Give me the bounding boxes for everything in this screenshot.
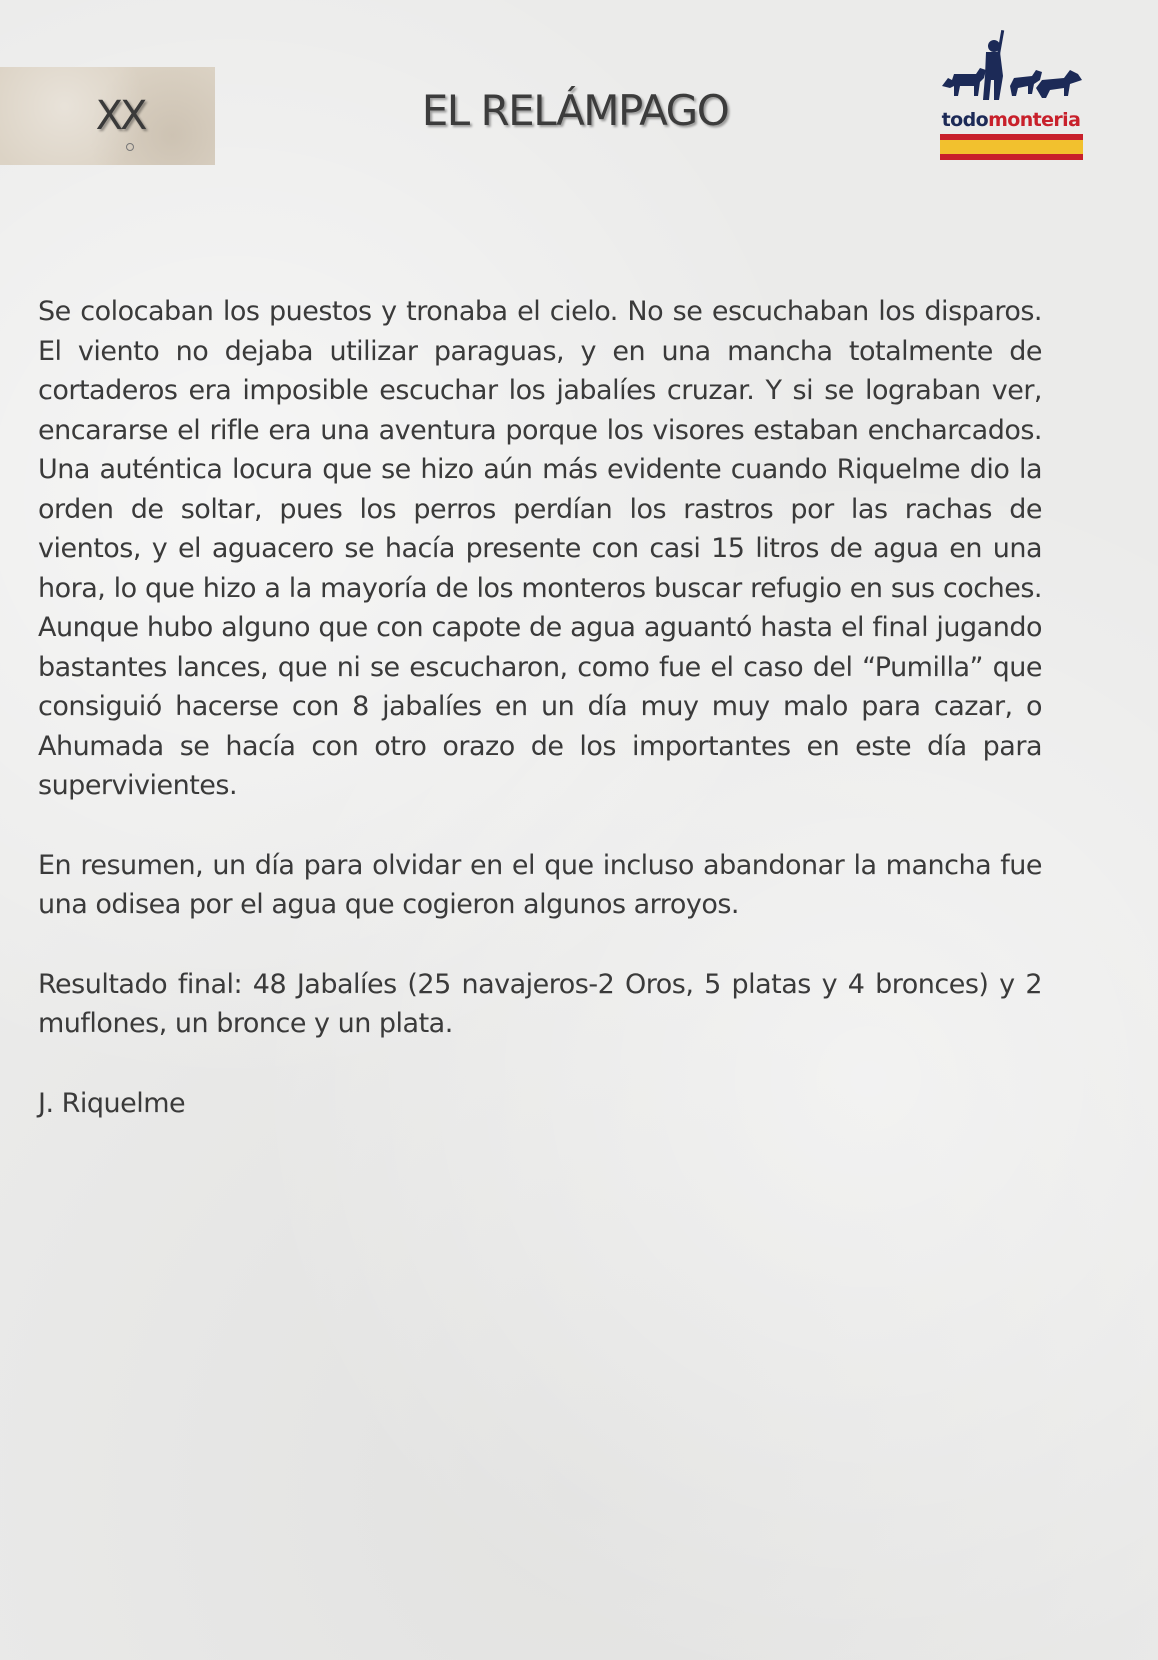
ring-mark-icon — [126, 143, 134, 151]
logo-wordmark — [936, 109, 1086, 131]
author-signature: J. Riquelme — [38, 1087, 186, 1119]
article-body — [38, 292, 1042, 1163]
logo-word-todo: todo — [941, 109, 989, 131]
todomonteria-logo — [936, 30, 1086, 162]
chapter-number: XX — [95, 93, 145, 139]
paragraph-summary: En resumen, un día para olvidar en el que incluso abandonar la mancha fue una odisea por el agua que cogieron algunos arroyos. — [38, 849, 1042, 920]
hunter-with-dogs-icon — [936, 30, 1086, 110]
spain-flag-icon — [940, 134, 1083, 160]
paragraph-result: Resultado final: 48 Jabalíes (25 navajeros-2 Oros, 5 platas y 4 bronces) y 2 muflones, un bronce y un plata. — [38, 968, 1042, 1039]
chapter-tab — [0, 67, 215, 165]
logo-word-monteria: monteria — [988, 109, 1081, 131]
page-title: EL RELÁMPAGO — [421, 86, 729, 135]
paragraph-narrative: Se colocaban los puestos y tronaba el cielo. No se escuchaban los disparos. El viento no dejaba utilizar paraguas, y en una mancha totalmente de cortaderos era imposible escuchar los jabalíes cruzar. Y si se lograban ver, encararse el rifle era una aventura porque los visores estaban encharcados. Una auténtica locura que se hizo aún más evidente cuando Riquelme dio la orden de soltar, pues los perros perdían los rastros por las rachas de vientos, y el aguacero se hacía presente con casi 15 litros de agua en una hora, lo que hizo a la mayoría de los monteros buscar refugio en sus coches. Aunque hubo alguno que con capote de agua aguantó hasta el final jugando bastantes lances, que ni se escucharon, como fue el caso del “Pumilla” que consiguió hacerse con 8 jabalíes en un día muy muy malo para cazar, o Ahumada se hacía con otro orazo de los importantes en este día para supervivientes. — [38, 296, 1042, 801]
